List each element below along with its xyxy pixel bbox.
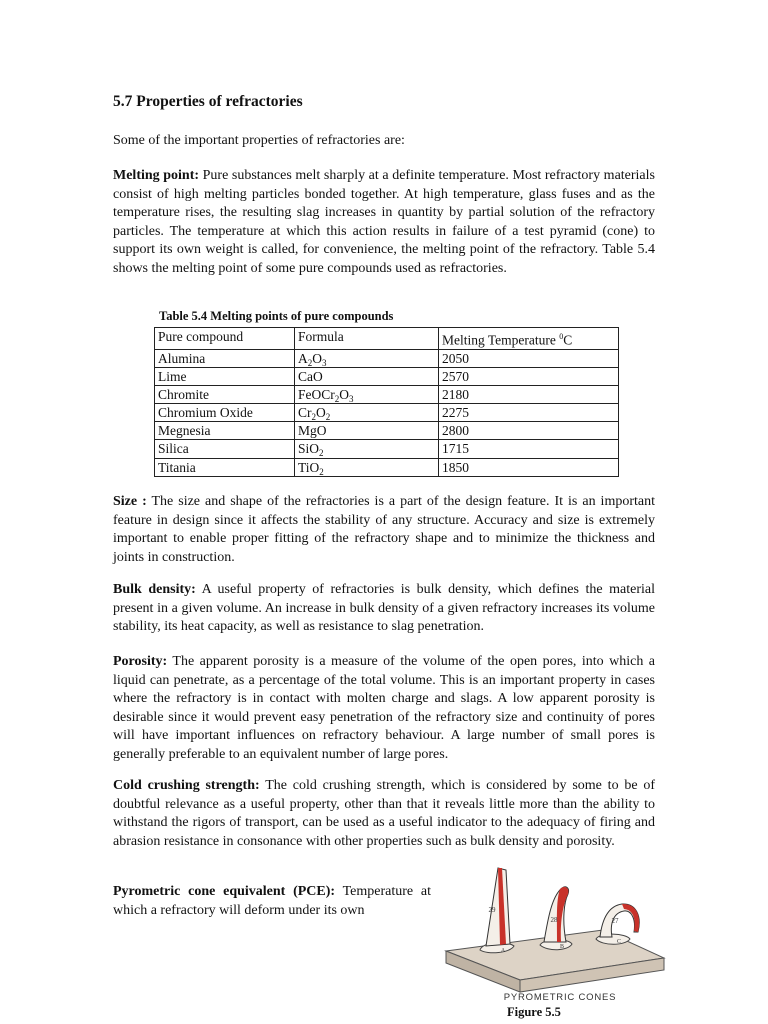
figure-image-label: PYROMETRIC CONES [503,992,617,1003]
cell-formula: SiO$_2$ [295,440,439,458]
cell-temperature: 2275 [439,404,619,422]
cell-compound: Chromite [155,385,295,403]
cone-letter-c: C [616,939,622,945]
porosity-paragraph [113,653,655,765]
table-row [155,385,619,403]
section-title: 5.7 Properties of refractories [113,93,303,110]
cell-compound: Alumina [155,349,295,367]
cone-letter-b: B [559,944,565,950]
size-label: Size : [113,494,147,509]
table-row [155,422,619,440]
porosity-text: The apparent porosity is a measure of the volume of the open pores, into which a liquid can penetrate, as a percentage of the total volume. This is an important property in cases where the refractory is in contact with molten charge and slags. A low apparent porosity is desirable since it would prevent easy penetration of the refractory size and continuity of pores will have important influences on refractory behaviour. A large number of small pores is generally preferable to an equivalent number of large pores. [113,654,655,762]
intro-text: Some of the important properties of refractories are: [113,133,405,148]
cone-letter-a: A [500,948,506,954]
cone-number-28: 28 [550,916,558,924]
cell-temperature: 2180 [439,385,619,403]
cell-compound: Lime [155,367,295,385]
table-row [155,440,619,458]
cell-compound: Chromium Oxide [155,404,295,422]
bulk-density-paragraph [113,581,655,637]
cell-temperature: 2050 [439,349,619,367]
cell-formula: MgO [295,422,439,440]
size-text: The size and shape of the refractories is a part of the design feature. It is an important feature in design since it affects the stability of any structure. Accuracy and size is extremely important to enable proper fitting of the refractory shape and to minimize the thickness and joints in construction. [113,494,655,565]
cell-temperature: 1850 [439,458,619,476]
cold-crushing-text: The cold crushing strength, which is considered by some to be of doubtful relevance as a useful property, other than that it reveals little more than the ability to withstand the rigors of transport, can be used as a useful indicator to the adequacy of firing and abrasion resistance in consonance with other properties such as bulk density and porosity. [113,778,656,849]
melting-point-text: Pure substances melt sharply at a definite temperature. Most refractory materials consist of high melting particles bonded together. At high temperature, glass fuses and as the temperature rises, the resulting slag increases in quantity by partial solution of the refractory particles. The temperature at which this action results in failure of a test pyramid (cone) to support its own weight is called, for convenience, the melting point of the refractory. Table 5.4 shows the melting point of some pure compounds used as refractories. [113,168,655,276]
cone-number-27: 27 [611,917,619,925]
table-caption: Table 5.4 Melting points of pure compounds [159,309,394,323]
table-row [155,349,619,367]
cell-temperature: 2570 [439,367,619,385]
pce-label: Pyrometric cone equivalent (PCE): [113,884,336,899]
porosity-label: Porosity: [113,654,168,669]
table-row [155,404,619,422]
table-row [155,458,619,476]
table-body [155,349,619,476]
cell-formula: CaO [295,367,439,385]
cell-temperature: 1715 [439,440,619,458]
pyrometric-cones-figure [440,858,668,1006]
pce-text: Temperature at which a refractory will deform under its own [113,884,432,918]
cell-temperature: 2800 [439,422,619,440]
cell-formula: $Cr_2O_2$ [295,404,439,422]
header-temperature-label: Melting Temperature [442,332,556,348]
cell-formula: $A_2O_3$ [295,349,439,367]
table-header-row [155,328,619,350]
cell-compound: Titania [155,458,295,476]
cell-compound: Megnesia [155,422,295,440]
header-unit-sup: 0 [559,332,564,341]
melting-point-label: Melting point: [113,168,200,183]
melting-points-table [154,327,619,477]
cell-formula: TiO$_2$ [295,458,439,476]
figure-caption: Figure 5.5 [507,1005,561,1019]
cold-crushing-label: Cold crushing strength: [113,778,260,793]
cold-crushing-paragraph [113,777,655,851]
cell-compound: Silica [155,440,295,458]
size-paragraph [113,493,655,567]
header-formula: Formula [295,328,439,350]
header-temperature [439,328,619,350]
pce-paragraph [113,883,431,920]
bulk-density-text: A useful property of refractories is bulk density, which defines the material present in a given volume. An increase in bulk density of a given refractory increases its volume stability, its heat capacity, as well as resistance to slag penetration. [113,582,656,635]
header-compound: Pure compound [155,328,295,350]
cell-formula: $FeOCr_2O_3$ [295,385,439,403]
cone-27-edge [622,904,639,932]
table-row [155,367,619,385]
header-unit: C [563,332,573,348]
bulk-density-label: Bulk density: [113,582,196,597]
melting-point-paragraph [113,167,655,279]
cone-number-29: 29 [488,906,496,914]
